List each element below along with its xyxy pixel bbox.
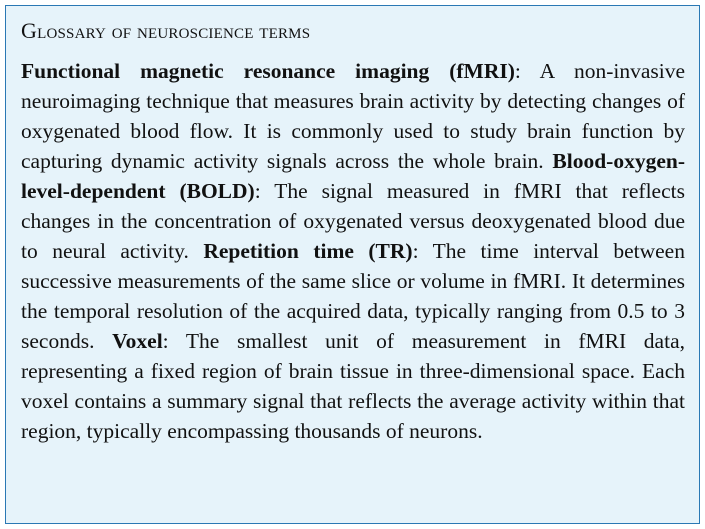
term-voxel: Voxel <box>112 329 163 353</box>
term-bold: Blood-oxygen-level-dependent (BOLD) <box>21 149 685 203</box>
definition-bold: : The signal measured in fMRI that reflects changes in the concentration of oxygenated versus deoxygenated blood due to neural activity. <box>21 179 685 263</box>
glossary-body <box>21 56 685 446</box>
term-tr: Repetition time (TR) <box>203 239 413 263</box>
glossary-box <box>5 5 700 524</box>
definition-tr: : The time interval between successive measurements of the same slice or volume in fMRI. It determines the temporal resolution of the acquired data, typically ranging from 0.5 to 3 seconds. <box>21 239 685 353</box>
term-fmri: Functional magnetic resonance imaging (fMRI) <box>21 59 515 83</box>
glossary-title: Glossary of neuroscience terms <box>21 18 311 43</box>
definition-fmri: : A non-invasive neuroimaging technique that measures brain activity by detecting changes of oxygenated blood flow. It is commonly used to study brain function by capturing dynamic activity signals across the whole brain. <box>21 59 685 173</box>
definition-voxel: : The smallest unit of measurement in fMRI data, representing a fixed region of brain tissue in three-dimensional space. Each voxel contains a summary signal that reflects the average activity within that region, typically encompassing thousands of neurons. <box>21 329 685 443</box>
